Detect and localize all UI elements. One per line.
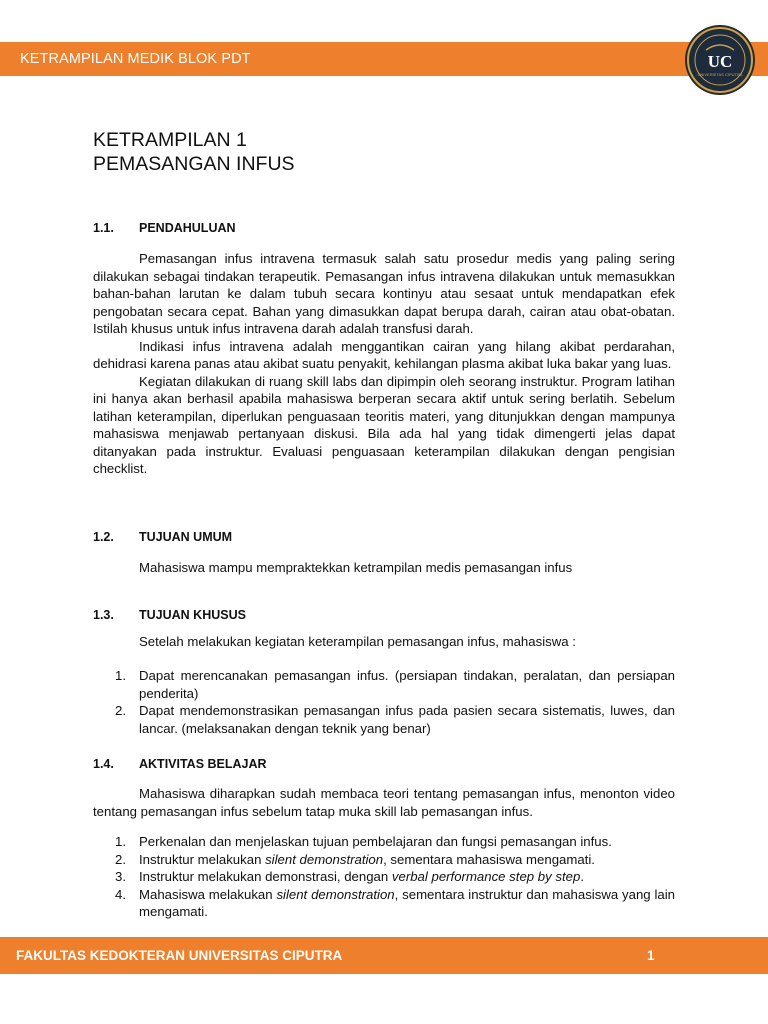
section-title: AKTIVITAS BELAJAR bbox=[139, 757, 267, 771]
document-title bbox=[93, 128, 295, 176]
logo-initials: UC bbox=[707, 52, 733, 71]
paragraph: Indikasi infus intravena adalah menggantikan cairan yang hilang akibat perdarahan, dehidrasi karena panas atau akibat suatu penyakit, kehilangan plasma akibat luka bakar yang luas. bbox=[93, 338, 675, 371]
section-number: 1.1. bbox=[93, 221, 114, 235]
list-item: 1. Dapat merencanakan pemasangan infus. (persiapan tindakan, peralatan, dan persiapan penderita) bbox=[115, 668, 675, 701]
list-item: 3. Instruktur melakukan demonstrasi, dengan verbal performance step by step. bbox=[115, 869, 584, 884]
list-item: 2. Instruktur melakukan silent demonstration, sementara mahasiswa mengamati. bbox=[115, 851, 595, 867]
section-number: 1.3. bbox=[93, 608, 114, 622]
footer-bar bbox=[0, 937, 768, 974]
title-line-2: PEMASANGAN INFUS bbox=[93, 153, 295, 175]
paragraph: Pemasangan infus intravena termasuk salah satu prosedur medis yang paling sering dilakukan sebagai tindakan terapeutik. Pemasangan infus intravena dilakukan untuk memasukkan bahan-bahan larutan ke dalam tubuh secara kontinyu atau sesaat untuk mendapatkan efek pengobatan secara cepat. Bahan yang dimasukkan dapat berupa darah, cairan atau obat-obatan. Istilah khusus untuk infus intravena darah adalah transfusi darah. bbox=[93, 251, 675, 336]
paragraph: Setelah melakukan kegiatan keterampilan pemasangan infus, mahasiswa : bbox=[139, 634, 576, 649]
section-heading-aktivitas-belajar bbox=[93, 757, 267, 771]
logo-text: UNIVERSITAS CIPUTRA bbox=[697, 72, 743, 77]
pendahuluan-body bbox=[93, 250, 675, 478]
list-item: 4. Mahasiswa melakukan silent demonstration, sementara instruktur dan mahasiswa yang lain mengamati. bbox=[115, 886, 675, 919]
section-heading-tujuan-khusus bbox=[93, 608, 246, 622]
paragraph: Mahasiswa diharapkan sudah membaca teori tentang pemasangan infus, menonton video tentang pemasangan infus sebelum tatap muka skill lab pemasangan infus. bbox=[93, 786, 675, 819]
section-title: TUJUAN KHUSUS bbox=[139, 608, 246, 622]
aktivitas-list bbox=[93, 833, 675, 921]
header-title: KETRAMPILAN MEDIK BLOK PDT bbox=[20, 51, 251, 67]
tujuan-khusus-list bbox=[93, 667, 675, 737]
tujuan-umum-body bbox=[93, 559, 675, 577]
tujuan-khusus-intro bbox=[93, 633, 675, 651]
section-title: TUJUAN UMUM bbox=[139, 530, 233, 544]
header-bar bbox=[0, 42, 768, 76]
university-logo bbox=[684, 24, 756, 96]
aktivitas-intro bbox=[93, 785, 675, 820]
list-item: 2. Dapat mendemonstrasikan pemasangan infus pada pasien secara sistematis, luwes, dan lancar. (melaksanakan dengan teknik yang benar) bbox=[115, 703, 675, 736]
section-number: 1.4. bbox=[93, 757, 114, 771]
section-title: PENDAHULUAN bbox=[139, 221, 236, 235]
section-number: 1.2. bbox=[93, 530, 114, 544]
section-heading-tujuan-umum bbox=[93, 530, 232, 544]
page-number: 1 bbox=[647, 948, 655, 963]
section-heading-pendahuluan bbox=[93, 221, 236, 235]
title-line-1: KETRAMPILAN 1 bbox=[93, 129, 247, 151]
paragraph: Mahasiswa mampu mempraktekkan ketrampilan medis pemasangan infus bbox=[139, 560, 573, 575]
list-item: 1. Perkenalan dan menjelaskan tujuan pembelajaran dan fungsi pemasangan infus. bbox=[115, 834, 612, 849]
paragraph: Kegiatan dilakukan di ruang skill labs dan dipimpin oleh seorang instruktur. Program latihan ini hanya akan berhasil apabila mahasiswa berperan secara aktif untuk sering berlatih. Sebelum latihan keterampilan, diperlukan penguasaan teoritis materi, yang ditunjukkan dengan mampunya mahasiswa menjawab pertanyaan diskusi. Bila ada hal yang tidak dimengerti jelas dapat ditanyakan pada instruktur. Evaluasi penguasaan keterampilan dilakukan dengan pengisian checklist. bbox=[93, 373, 675, 476]
footer-text: FAKULTAS KEDOKTERAN UNIVERSITAS CIPUTRA bbox=[16, 948, 343, 963]
